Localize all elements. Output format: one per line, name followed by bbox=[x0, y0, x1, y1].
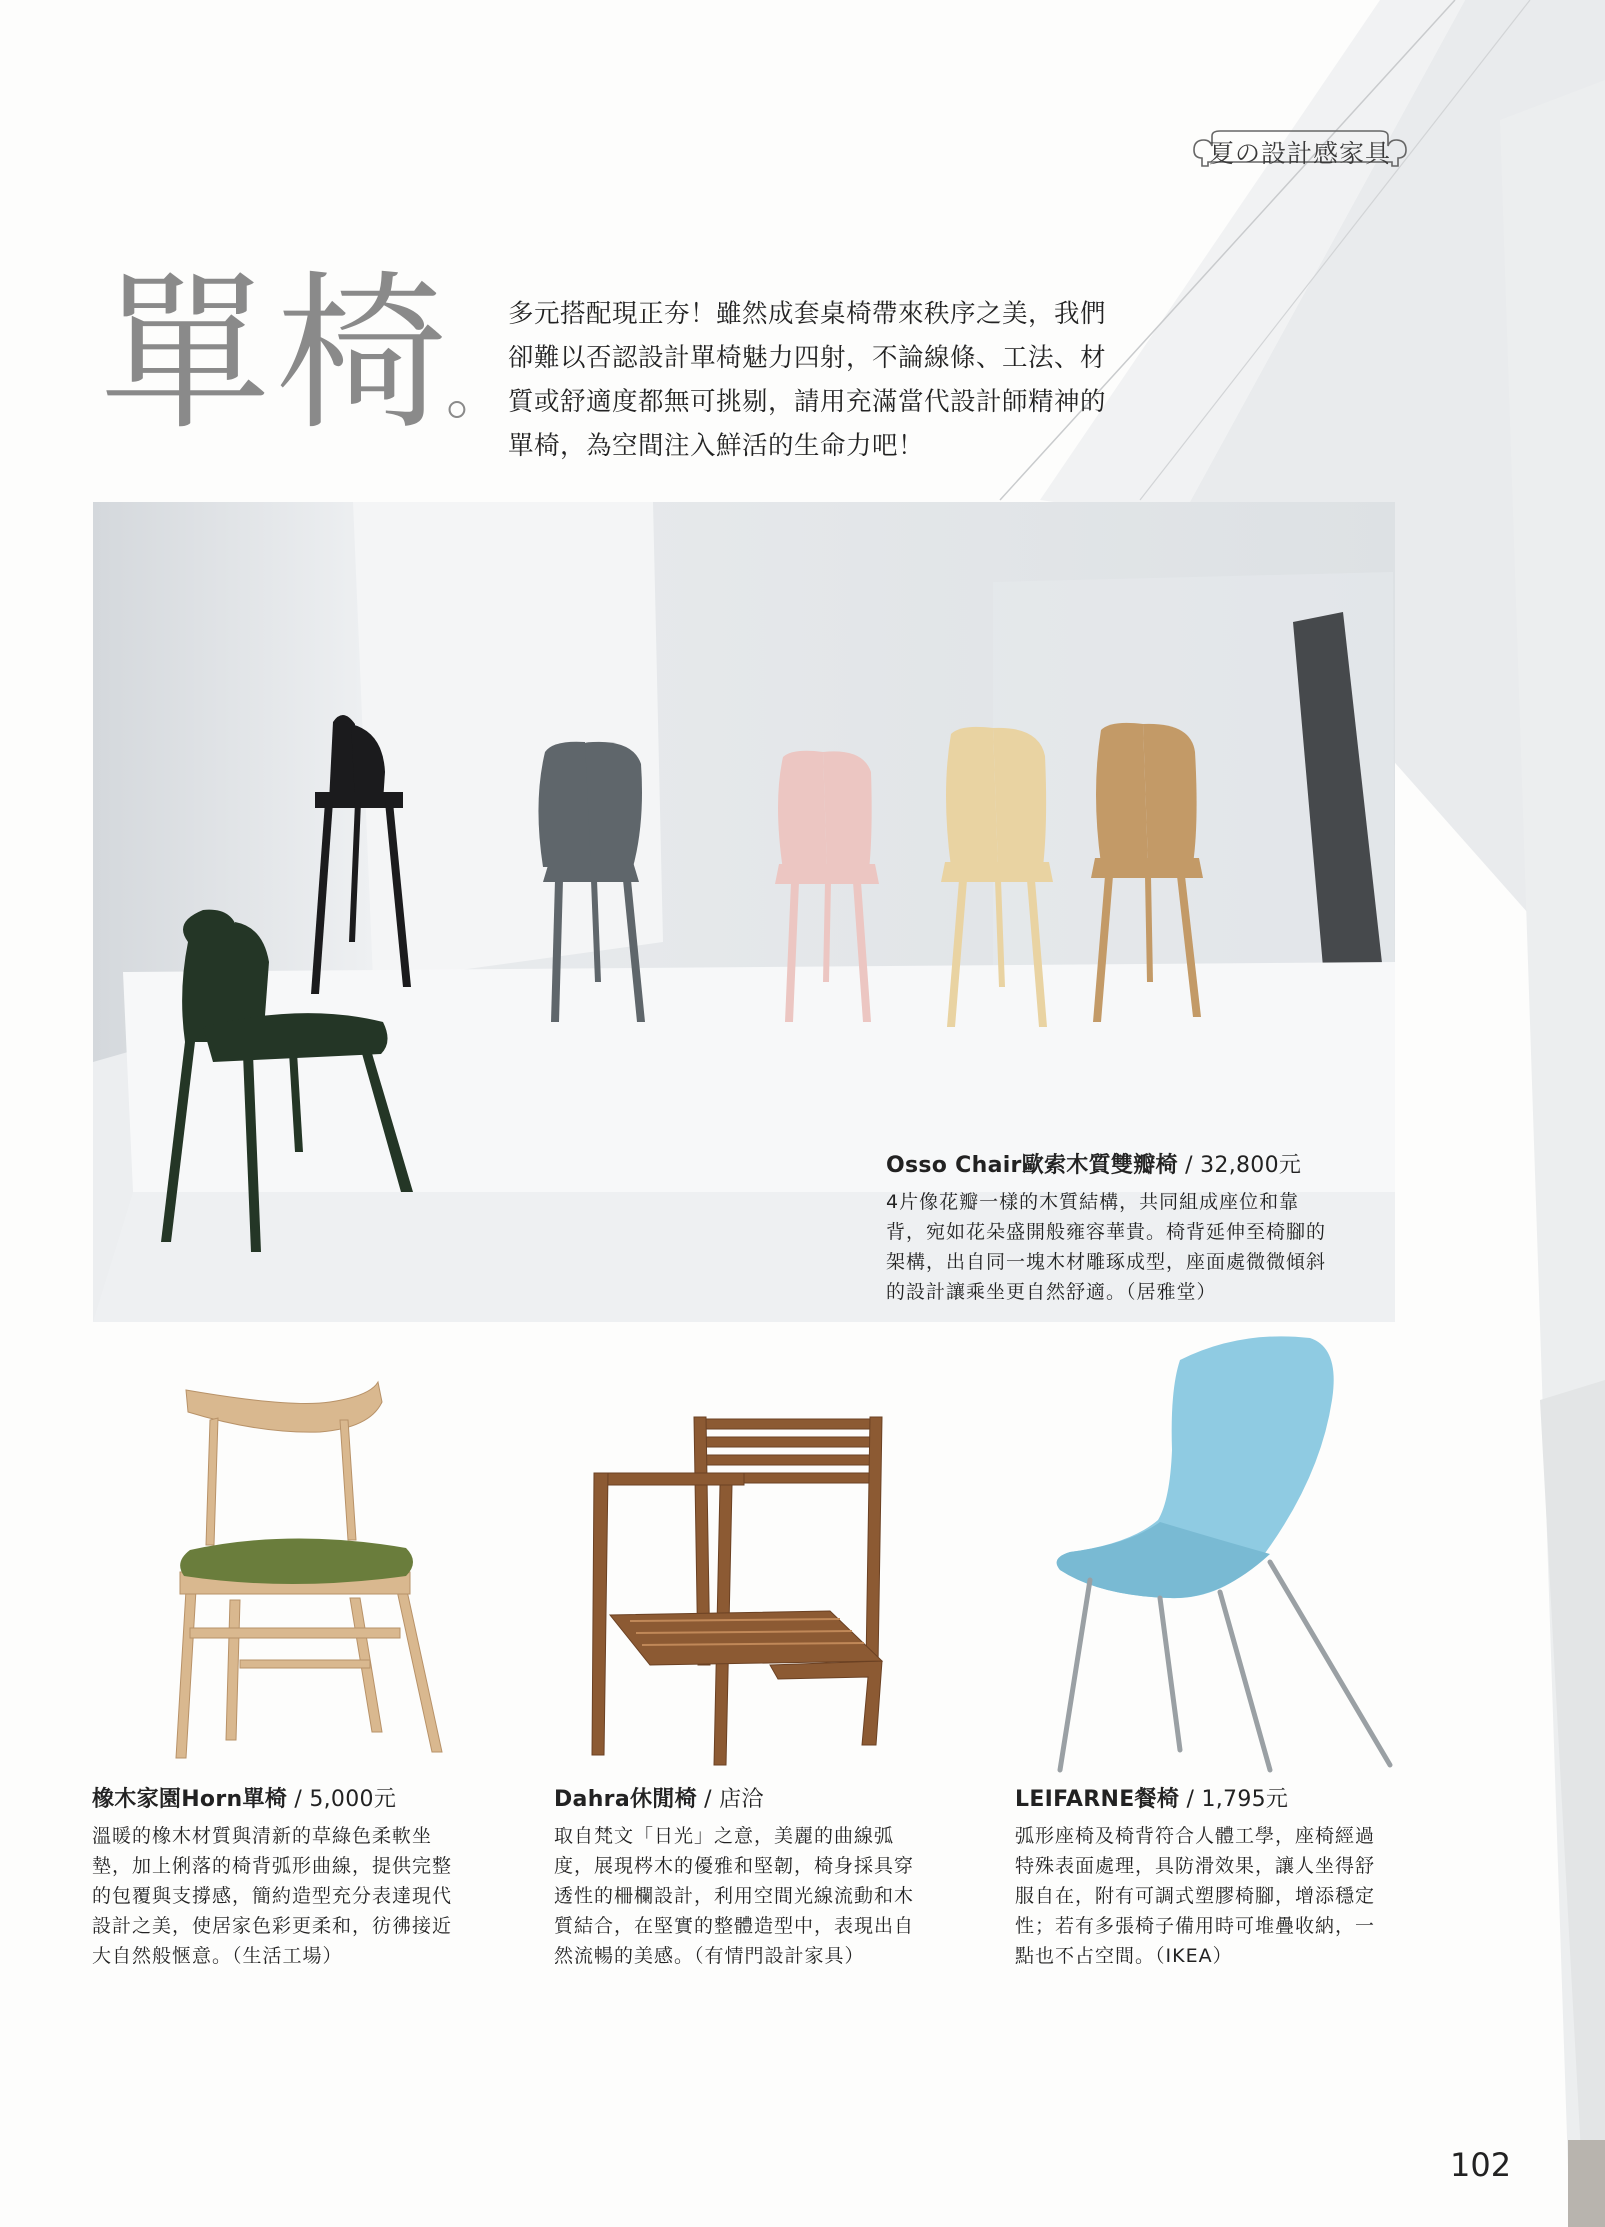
section-tag-label: 夏の設計感家具 bbox=[1208, 139, 1391, 168]
caption-line: 架構，出自同一塊木材雕琢成型，座面處微微傾斜 bbox=[886, 1251, 1327, 1273]
caption-line: 墊，加上俐落的椅背弧形曲線，提供完整 bbox=[92, 1855, 453, 1877]
intro-paragraph bbox=[508, 292, 1168, 468]
caption-line: 設計之美，使居家色彩更柔和，彷彿接近 bbox=[92, 1915, 453, 1937]
caption-body bbox=[92, 1821, 452, 1971]
page-number: 102 bbox=[1450, 2146, 1512, 2184]
caption-dahra-chair bbox=[554, 1782, 914, 1971]
product-price: / 店洽 bbox=[696, 1787, 764, 1812]
intro-line: 質或舒適度都無可挑剔，請用充滿當代設計師精神的 bbox=[508, 387, 1107, 417]
horn-chair-image bbox=[170, 1380, 470, 1770]
caption-line: 溫暖的橡木材質與清新的草綠色柔軟坐 bbox=[92, 1825, 433, 1847]
title-mark: 。 bbox=[446, 358, 513, 428]
caption-title bbox=[886, 1148, 1326, 1179]
product-price: / 5,000元 bbox=[287, 1787, 397, 1812]
caption-line: 大自然般愜意。（生活工場） bbox=[92, 1945, 343, 1967]
product-name: LEIFARNE餐椅 bbox=[1015, 1787, 1180, 1812]
product-name: Osso Chair歐索木質雙瓣椅 bbox=[886, 1153, 1178, 1178]
intro-line: 卻難以否認設計單椅魅力四射，不論線條、工法、材 bbox=[508, 343, 1107, 373]
product-price: / 1,795元 bbox=[1179, 1787, 1289, 1812]
caption-line: 弧形座椅及椅背符合人體工學，座椅經過 bbox=[1015, 1825, 1376, 1847]
caption-line: 4片像花瓣一樣的木質結構，共同組成座位和靠 bbox=[886, 1191, 1300, 1213]
caption-line: 的包覆與支撐感，簡約造型充分表達現代 bbox=[92, 1885, 453, 1907]
caption-leifarne-chair bbox=[1015, 1782, 1375, 1971]
caption-osso-chair bbox=[886, 1148, 1326, 1307]
caption-line: 度，展現梣木的優雅和堅韌，椅身採具穿 bbox=[554, 1855, 915, 1877]
page-edge-tab bbox=[1568, 2140, 1605, 2227]
intro-line: 單椅，為空間注入鮮活的生命力吧！ bbox=[508, 431, 925, 461]
caption-body bbox=[1015, 1821, 1375, 1971]
intro-line: 多元搭配現正夯！雖然成套桌椅帶來秩序之美，我們 bbox=[508, 299, 1107, 329]
caption-horn-chair bbox=[92, 1782, 452, 1971]
caption-line: 的設計讓乘坐更自然舒適。（居雅堂） bbox=[886, 1281, 1217, 1303]
caption-line: 服自在，附有可調式塑膠椅腳，增添穩定 bbox=[1015, 1885, 1376, 1907]
dahra-chair-image bbox=[590, 1415, 890, 1775]
caption-line: 取自梵文「日光」之意，美麗的曲線弧 bbox=[554, 1825, 895, 1847]
caption-body bbox=[886, 1187, 1326, 1307]
product-name: 橡木家園Horn單椅 bbox=[92, 1787, 288, 1812]
caption-line: 點也不占空間。（IKEA） bbox=[1015, 1945, 1233, 1967]
caption-line: 然流暢的美感。（有情門設計家具） bbox=[554, 1945, 865, 1967]
caption-line: 透性的柵欄設計，利用空間光線流動和木 bbox=[554, 1885, 915, 1907]
caption-line: 背，宛如花朵盛開般雍容華貴。椅背延伸至椅腳的 bbox=[886, 1221, 1327, 1243]
caption-line: 性；若有多張椅子備用時可堆疊收納，一 bbox=[1015, 1915, 1376, 1937]
caption-title bbox=[554, 1782, 914, 1813]
caption-title bbox=[92, 1782, 452, 1813]
section-tag bbox=[1190, 128, 1410, 172]
leifarne-chair-image bbox=[1020, 1330, 1400, 1780]
page-title bbox=[100, 256, 513, 454]
page-title-text: 單椅 bbox=[100, 256, 453, 454]
caption-body bbox=[554, 1821, 914, 1971]
caption-title bbox=[1015, 1782, 1375, 1813]
product-price: / 32,800元 bbox=[1177, 1153, 1302, 1178]
caption-line: 特殊表面處理，具防滑效果，讓人坐得舒 bbox=[1015, 1855, 1376, 1877]
product-name: Dahra休閒椅 bbox=[554, 1787, 697, 1812]
caption-line: 質結合，在堅實的整體造型中，表現出自 bbox=[554, 1915, 915, 1937]
